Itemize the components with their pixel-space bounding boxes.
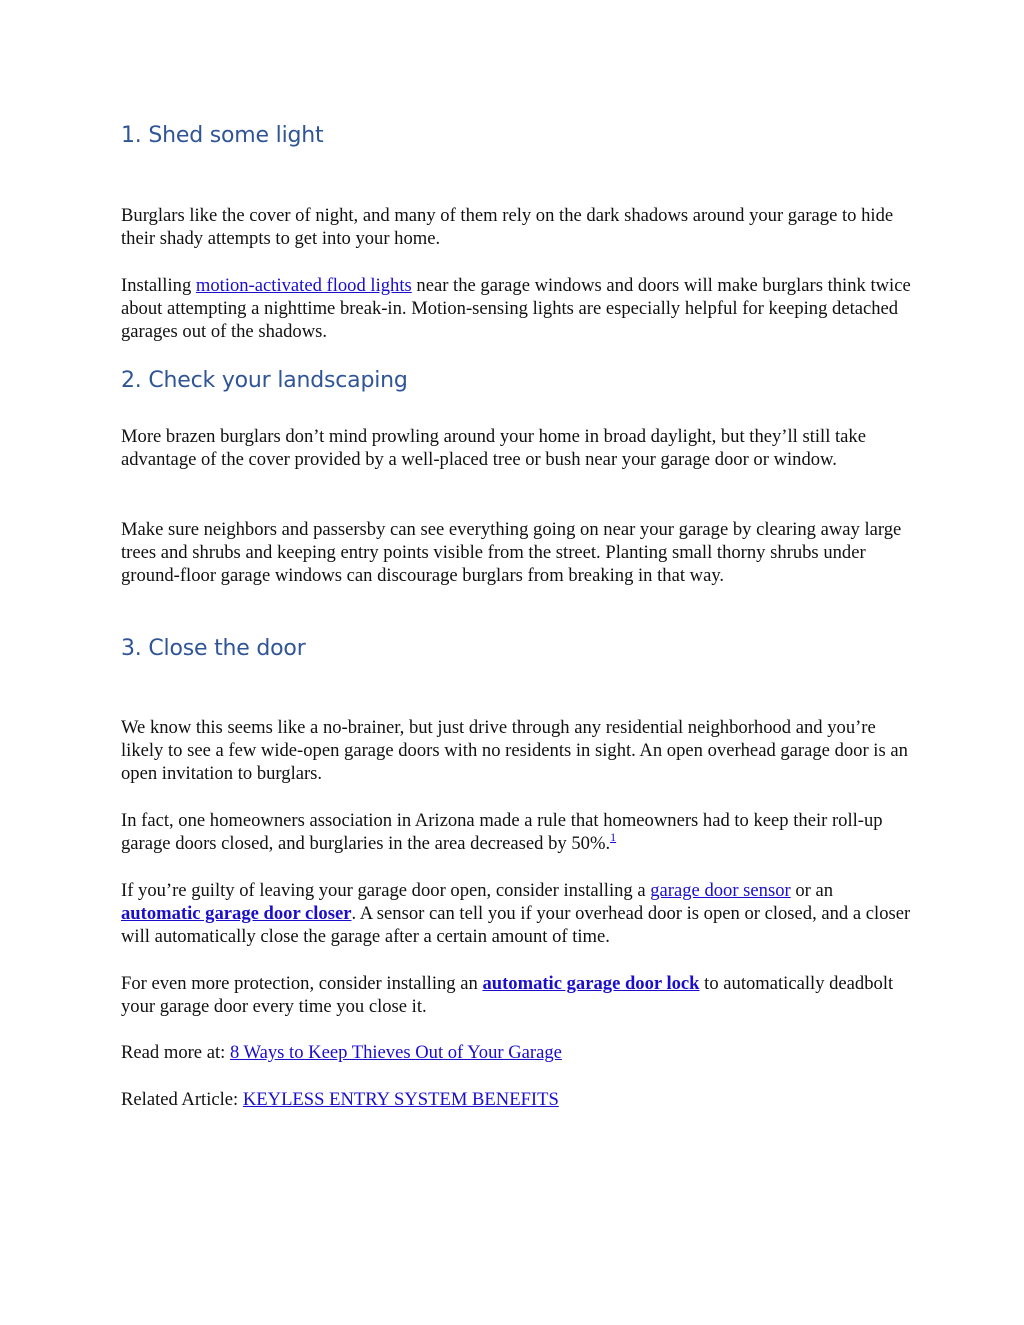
paragraph-shed-light-2 (121, 274, 911, 344)
paragraph-close-door-1: We know this seems like a no-brainer, but just drive through any residential neighborhood and you’re likely to see a few wide-open garage doors with no residents in sight. An open overhead garage door is an open invitation to burglars. (121, 717, 908, 785)
text-run: If you’re guilty of leaving your garage door open, consider installing a (121, 880, 651, 901)
text-run: . A sensor can tell you if your overhead door is open or closed, and a closer will automatically close the garage after a certain amount of time. (121, 903, 911, 948)
link-keyless-entry-system-benefits[interactable]: KEYLESS ENTRY SYSTEM BENEFITS (242, 1089, 559, 1110)
text-run: to automatically deadbolt your garage door every time you close it. (121, 973, 894, 1018)
section-heading-close-door: 3. Close the door (121, 636, 306, 661)
text-run: near the garage windows and doors will make burglars think twice about attempting a nighttime break-in. Motion-sensing lights are especially helpful for keeping detached garages out of the shadows. (121, 275, 911, 343)
link-garage-door-sensor[interactable]: garage door sensor (650, 880, 791, 901)
text-run: In fact, one homeowners association in Arizona made a rule that homeowners had to keep their roll-up garage doors closed, and burglaries in the area decreased by 50%. (121, 810, 883, 855)
paragraph-landscaping-2: Make sure neighbors and passersby can see everything going on near your garage by clearing away large trees and shrubs and keeping entry points visible from the street. Planting small thorny shrubs under ground-floor garage windows can discourage burglars from breaking in that way. (121, 519, 902, 587)
footnote-link[interactable]: 1 (610, 830, 617, 845)
link-motion-activated-flood-lights[interactable]: motion-activated flood lights (195, 275, 412, 296)
paragraph-shed-light-1: Burglars like the cover of night, and many of them rely on the dark shadows around your garage to hide their shady attempts to get into your home. (121, 205, 894, 250)
paragraph-close-door-4 (121, 972, 911, 1018)
link-automatic-garage-door-closer[interactable]: automatic garage door closer (121, 903, 352, 925)
section-heading-check-landscaping: 2. Check your landscaping (121, 368, 408, 393)
link-8-ways-keep-thieves[interactable]: 8 Ways to Keep Thieves Out of Your Garage (229, 1042, 562, 1063)
section-heading-shed-some-light: 1. Shed some light (121, 123, 324, 148)
read-more-label: Read more at: (121, 1042, 230, 1063)
read-more-line (121, 1041, 911, 1064)
related-article-line (121, 1088, 911, 1111)
paragraph-close-door-3 (121, 879, 911, 949)
paragraph-close-door-2 (121, 809, 911, 855)
link-automatic-garage-door-lock[interactable]: automatic garage door lock (482, 973, 700, 994)
text-run: For even more protection, consider installing an (121, 973, 483, 994)
text-run: or an (790, 880, 834, 901)
related-article-label: Related Article: (121, 1089, 243, 1110)
paragraph-landscaping-1: More brazen burglars don’t mind prowling around your home in broad daylight, but they’ll still take advantage of the cover provided by a well-placed tree or bush near your garage door or window. (121, 426, 866, 471)
text-run: Installing (121, 275, 196, 296)
